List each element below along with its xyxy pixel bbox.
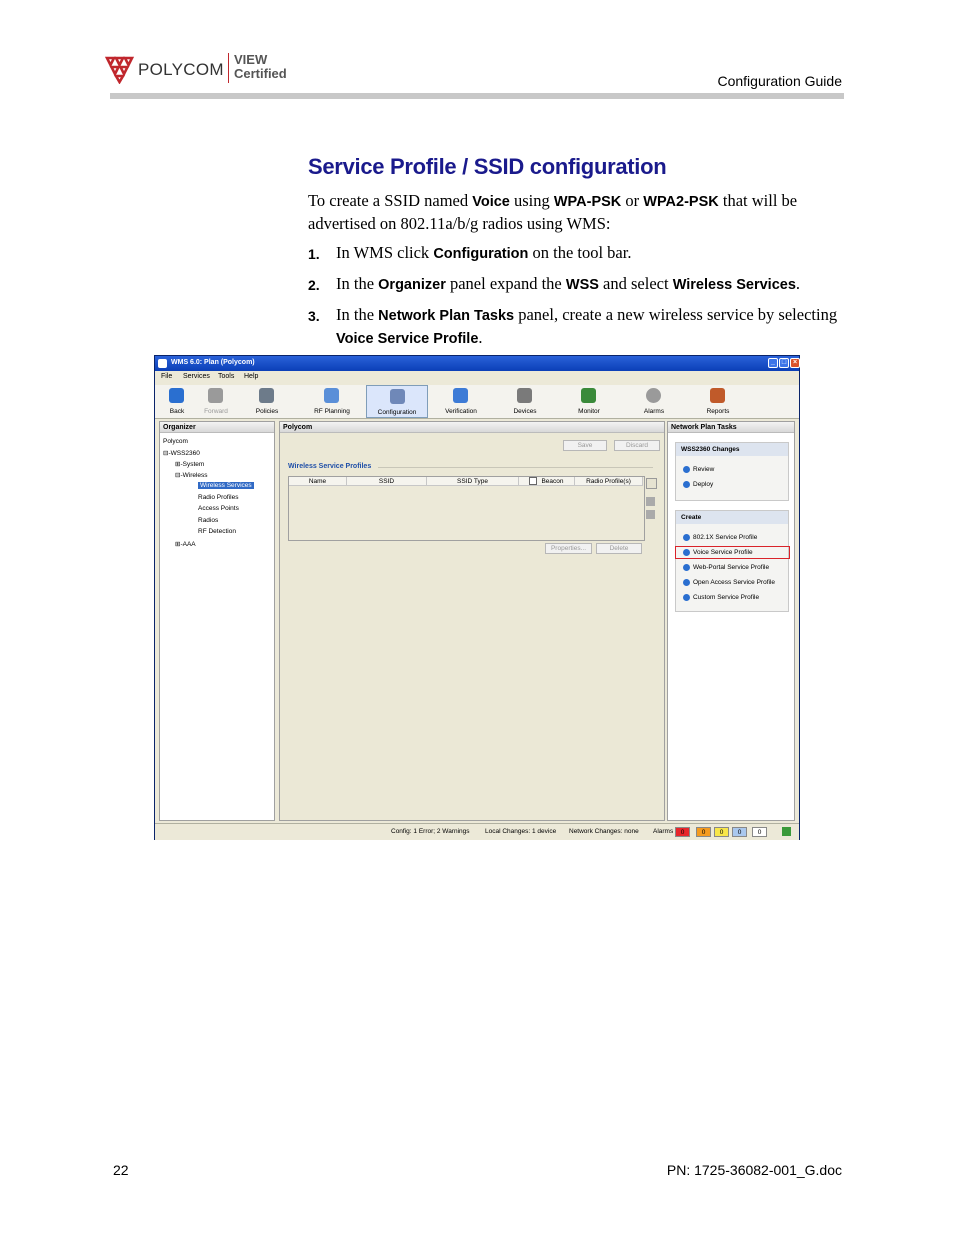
changes-box [675,442,789,501]
alarms-icon [646,388,661,403]
status-network-changes: Network Changes: none [569,828,639,835]
intro-paragraph: To create a SSID named Voice using WPA-PSK or WPA2-PSK that will be advertised on 802.11a/b/g radios using WMS: [308,191,798,233]
logo-badge-bottom: Certified [234,66,287,81]
copy-icon[interactable] [646,497,655,506]
network-plan-tasks-panel [667,421,795,821]
verification-icon [453,388,468,403]
menu-tools[interactable]: Tools [218,373,235,380]
back-arrow-icon [169,388,184,403]
tree-item-aaa[interactable]: ⊞-AAA [175,541,196,548]
arrow-circle-icon [683,579,690,586]
menu-help[interactable]: Help [244,373,259,380]
create-voice-service-profile-link[interactable]: Voice Service Profile [683,549,753,556]
column-ssid[interactable]: SSID [347,477,427,486]
discard-button[interactable]: Discard [614,440,660,451]
toolbar-configuration-button[interactable]: Configuration [366,385,428,418]
header-divider [110,93,844,99]
wms-screenshot [154,355,800,840]
alarm-minor[interactable]: 0 [714,827,729,837]
tree-item-rf-detection[interactable]: RF Detection [198,528,236,535]
toolbar-policies-button[interactable]: Policies [238,385,296,418]
page-number: 22 [113,1162,129,1178]
toolbar-monitor-button[interactable]: Monitor [560,385,618,418]
wireless-service-profiles-label: Wireless Service Profiles [288,463,372,470]
alarm-info[interactable]: 0 [752,827,767,837]
column-ssid-type[interactable]: SSID Type [427,477,519,486]
create-8021x-link[interactable]: 802.1X Service Profile [683,534,757,541]
rf-planning-icon [324,388,339,403]
toolbar-reports-button[interactable]: Reports [689,385,747,418]
review-link[interactable]: Review [683,466,714,473]
column-beacon[interactable]: Beacon [519,477,575,486]
arrow-circle-icon [683,481,690,488]
tree-item-wss[interactable]: ⊟-WSS2360 [163,450,200,457]
wireless-service-profiles-table [288,476,645,541]
edit-icon[interactable] [646,478,657,489]
status-alarms-label: Alarms [653,828,674,835]
tree-item-polycom[interactable]: Polycom [163,438,188,445]
alarm-critical[interactable]: 0 [675,827,690,837]
organizer-panel [159,421,275,821]
logo-brand: POLYCOM [138,60,224,79]
step-1: 1. In WMS click Configuration on the tool bar. [308,243,632,262]
toolbar-rf-planning-button[interactable]: RF Planning [303,385,361,418]
create-box [675,510,789,612]
step-3: 3. In the Network Plan Tasks panel, create a new wireless service by selecting Voice Service Profile. [308,305,838,347]
paste-icon[interactable] [646,510,655,519]
connection-icon [782,827,791,836]
toolbar-alarms-button[interactable]: Alarms [625,385,683,418]
status-config: Config: 1 Error; 2 Warnings [391,828,470,835]
menu-bar [155,371,799,384]
column-name[interactable]: Name [289,477,347,486]
polycom-logo [104,50,304,86]
delete-button[interactable]: Delete [596,543,642,554]
toolbar-devices-button[interactable]: Devices [496,385,554,418]
toolbar [155,385,799,419]
header-title: Configuration Guide [717,73,842,89]
document-id: PN: 1725-36082-001_G.doc [666,1162,842,1178]
save-button[interactable]: Save [563,440,607,451]
step-2: 2. In the Organizer panel expand the WSS and select Wireless Services. [308,274,801,293]
toolbar-verification-button[interactable]: Verification [432,385,490,418]
status-bar [155,823,799,840]
minimize-icon[interactable]: _ [768,358,778,368]
create-web-portal-link[interactable]: Web-Portal Service Profile [683,564,769,571]
deploy-link[interactable]: Deploy [683,481,713,488]
logo-badge-top: VIEW [234,52,268,67]
status-local-changes: Local Changes: 1 device [485,828,557,835]
logo-divider [228,53,229,83]
section-divider [378,467,653,468]
tasks-title: Network Plan Tasks [668,422,794,433]
organizer-title: Organizer [160,422,274,433]
changes-box-title: WSS2360 Changes [676,443,788,456]
menu-file[interactable]: File [161,373,173,380]
create-box-title: Create [676,511,788,524]
arrow-circle-icon [683,564,690,571]
configuration-icon [390,389,405,404]
create-open-access-link[interactable]: Open Access Service Profile [683,579,775,586]
properties-button[interactable]: Properties... [545,543,592,554]
forward-arrow-icon [208,388,223,403]
section-title: Service Profile / SSID configuration [308,154,667,179]
tree-item-wireless[interactable]: ⊟-Wireless [175,472,208,479]
arrow-circle-icon [683,534,690,541]
reports-icon [710,388,725,403]
column-radio-profiles[interactable]: Radio Profile(s) [575,477,643,486]
maximize-icon[interactable]: □ [779,358,789,368]
policies-icon [259,388,274,403]
highlight-box [675,546,790,559]
menu-services[interactable]: Services [183,373,210,380]
tree-item-access-points[interactable]: Access Points [198,505,239,512]
arrow-circle-icon [683,594,690,601]
window-titlebar [155,356,799,371]
toolbar-back-button[interactable]: Back [148,385,206,418]
create-custom-link[interactable]: Custom Service Profile [683,594,759,601]
tree-item-radio-profiles[interactable]: Radio Profiles [198,494,239,501]
close-icon[interactable]: × [790,358,800,368]
tree-item-wireless-services[interactable]: Wireless Services [200,482,252,489]
arrow-circle-icon [683,466,690,473]
tree-item-radios[interactable]: Radios [198,517,219,524]
center-panel-title: Polycom [280,422,664,433]
window-title: WMS 6.0: Plan (Polycom) [171,359,255,366]
monitor-icon [581,388,596,403]
alarm-major[interactable]: 0 [696,827,711,837]
toolbar-forward-button[interactable]: Forward [187,385,245,418]
polycom-triangles-icon [104,54,138,84]
alarm-warning[interactable]: 0 [732,827,747,837]
devices-icon [517,388,532,403]
window-app-icon [158,359,167,368]
center-panel [279,421,665,821]
tree-item-system[interactable]: ⊞-System [175,461,205,468]
